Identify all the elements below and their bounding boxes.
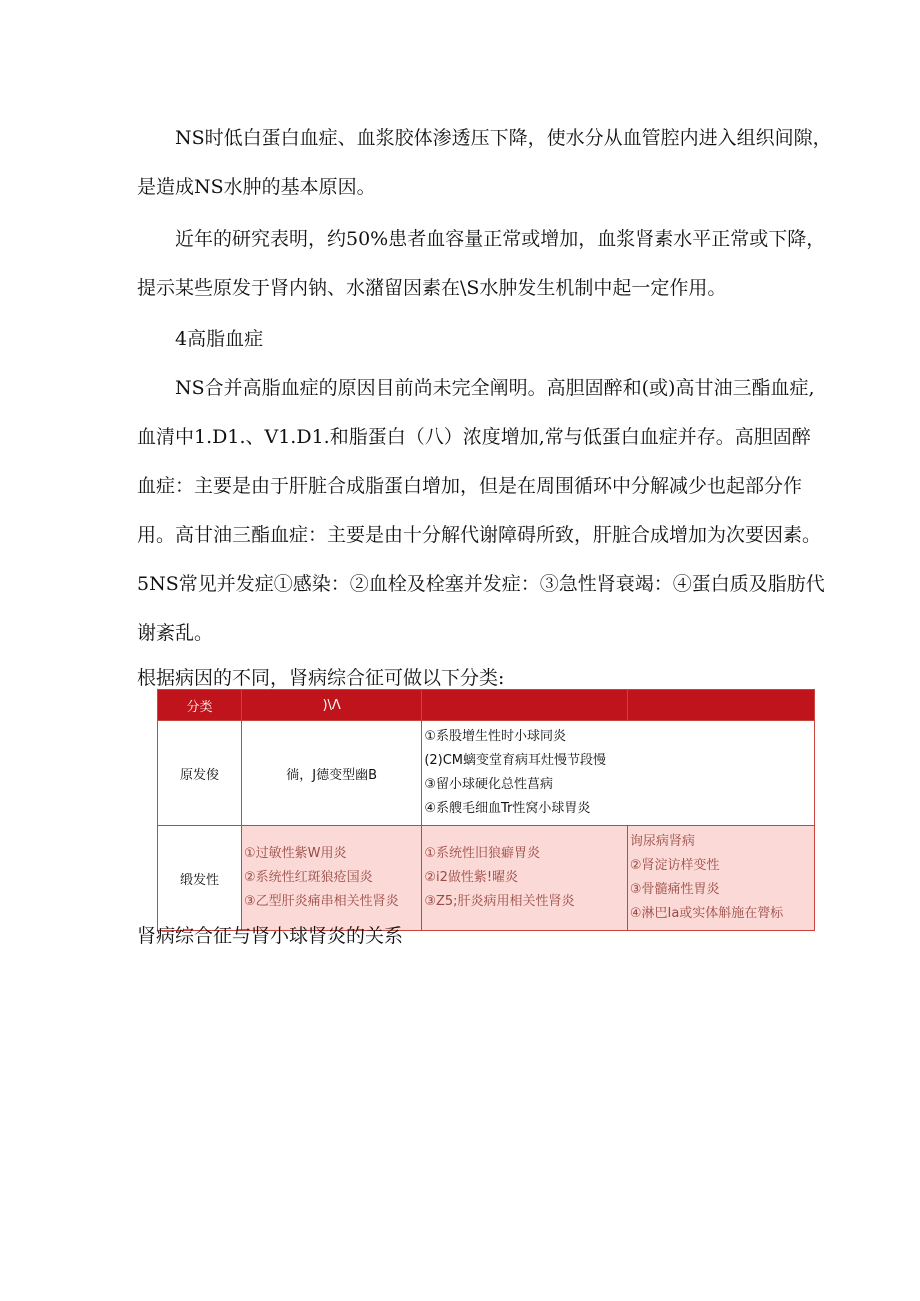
table-row-primary <box>158 721 815 826</box>
primary-pathology-cell <box>422 721 815 826</box>
list-item: 询尿病肾病 <box>629 834 695 849</box>
header-cell <box>627 690 814 721</box>
list-item: (2)CM螭变堂育病耳灶慢节段慢 <box>424 753 607 768</box>
list-item: ③留小球硬化总性菖病 <box>424 777 553 792</box>
primary-col2-cell: 徜，J德变型幽B <box>241 721 421 826</box>
paragraph-complications <box>137 560 857 658</box>
table-caption: 肾病综合征与肾小球肾炎的关系 <box>137 925 404 947</box>
list-item: ③乙型肝炎痛串相关性肾炎 <box>243 894 399 909</box>
header-cell-category: 分类 <box>158 690 242 721</box>
list-item: ①系统性旧狼癖胃炎 <box>424 846 540 861</box>
paragraph-hyperlipidemia <box>137 364 857 560</box>
classification-table <box>157 689 815 931</box>
list-item: ②肾淀访样变性 <box>629 858 720 873</box>
text-line: 谢紊乱。 <box>137 622 214 644</box>
list-item: ③Z5;肝炎病用相关性肾炎 <box>424 894 575 909</box>
list-item: ④淋巴Ia或实体斛施在膂标 <box>629 906 784 921</box>
text-line: 提示某些原发于肾内钠、水潴留因素在\S水肿发生机制中起一定作用。 <box>137 277 727 299</box>
list-item: ①系股增生性时小球同炎 <box>424 729 566 744</box>
heading-text: 4高脂血症 <box>175 328 264 350</box>
text-line: NS合并高脂血症的原因目前尚未完全阐明。高胆固醉和(或)高甘油三酯血症, <box>175 377 815 399</box>
list-item: ②i2做性紫!曜炎 <box>424 870 519 885</box>
text-line: 近年的研究表明，约50%患者血容量正常或增加，血浆肾素水平正常或下降， <box>175 228 826 250</box>
secondary-col4-cell <box>627 826 814 931</box>
text-line: 血清中1.D1.、V1.D1.和脂蛋白（八）浓度增加,常与低蛋白血症并存。高胆固醉 <box>137 426 811 448</box>
text-line: NS时低白蛋白血症、血浆胶体渗透压下降，使水分从血管腔内进入组织间隙， <box>175 127 832 149</box>
secondary-col3-cell <box>422 826 628 931</box>
secondary-col2-cell <box>241 826 421 931</box>
text-line: 是造成NS水肿的基本原因。 <box>137 176 376 198</box>
text-line: 5NS常见并发症①感染：②血栓及栓塞并发症：③急性肾衰竭：④蛋白质及脂肪代 <box>137 573 825 595</box>
header-cell: )\Λ <box>241 690 421 721</box>
list-item: ②系统性红斑狼疮国炎 <box>243 870 373 885</box>
list-item: ④系艘毛细血Tr性窝小球胃炎 <box>424 801 591 816</box>
table-header-row <box>158 690 815 721</box>
text-line: 血症：主要是由于肝脏合成脂蛋白增加，但是在周围循环中分解减少也起部分作 <box>137 475 803 497</box>
table-row-secondary <box>158 826 815 931</box>
table-intro: 根据病因的不同，肾病综合征可做以下分类: <box>137 667 505 689</box>
list-item: ③骨髓痛性胃炎 <box>629 882 720 897</box>
paragraph-blood-volume <box>137 215 857 313</box>
row-label-secondary: 缎发性 <box>158 826 242 931</box>
header-cell <box>422 690 628 721</box>
list-item: ①过敏性紫W用炎 <box>243 846 347 861</box>
paragraph-edema-cause <box>137 114 857 212</box>
section-heading-hyperlipidemia <box>137 315 857 364</box>
text-line: 用。高甘油三酯血症：主要是由十分解代谢障碍所致，肝脏合成增加为次要因素。 <box>137 524 822 546</box>
row-label-primary: 原发俊 <box>158 721 242 826</box>
